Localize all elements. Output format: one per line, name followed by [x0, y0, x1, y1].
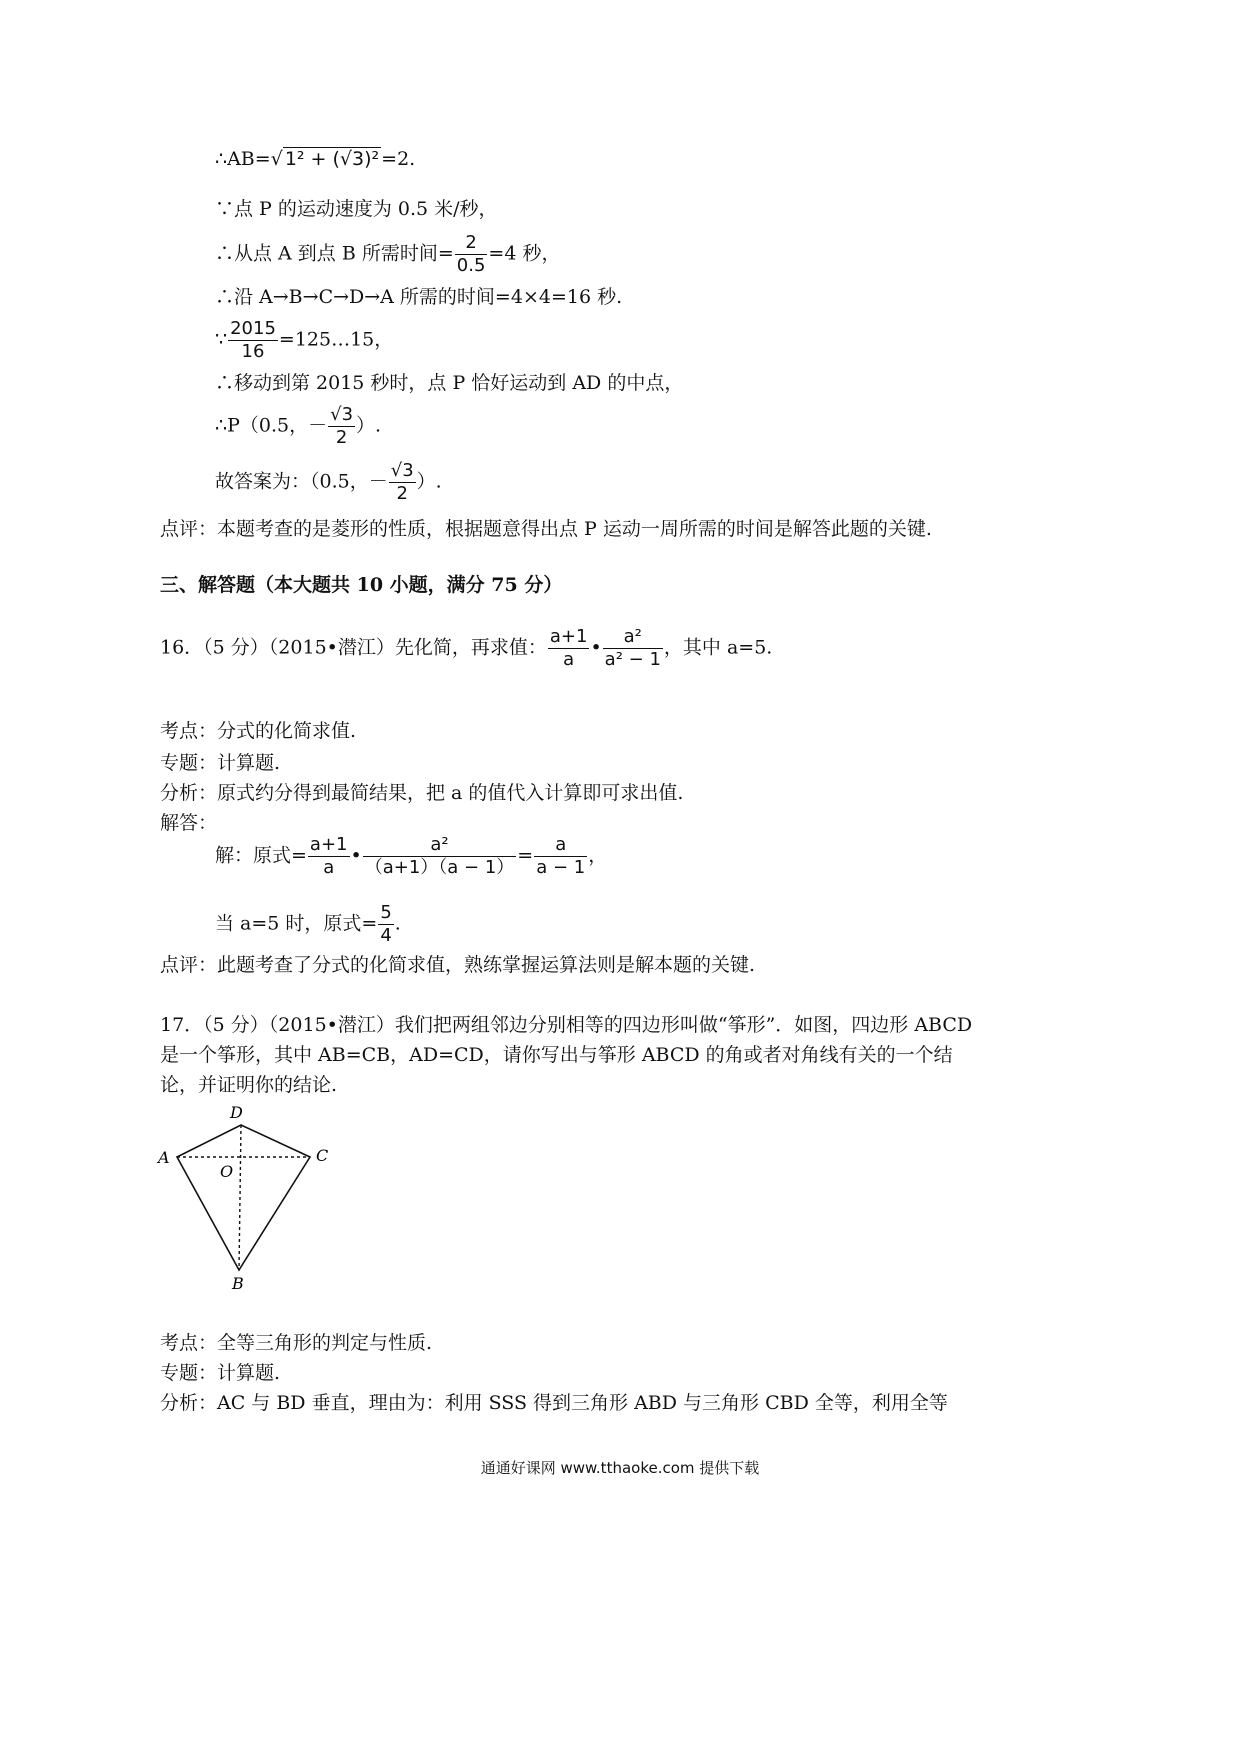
kaodian-17: 考点：全等三角形的判定与性质. [160, 1332, 433, 1354]
fraction: $\frac{2015}{16}$ [230, 318, 276, 362]
line-division: ∵ $\frac{2015}{16}$ =125…15， [215, 318, 394, 362]
sqrt-expression: √ 1² + (√3)² [270, 148, 380, 170]
line-ab-length: ∴AB=√ 1² + (√3)² =2. [215, 148, 416, 170]
question-17-stem-3: 论，并证明你的结论. [160, 1074, 338, 1096]
fenxi-17: 分析：AC 与 BD 垂直，理由为：利用 SSS 得到三角形 ABD 与三角形 CBD 全等，利用全等 [160, 1392, 948, 1414]
zhuanti-17: 专题：计算题. [160, 1362, 281, 1384]
question-17-stem-2: 是一个筝形，其中 AB=CB，AD=CD，请你写出与筝形 ABCD 的角或者对角线有关的一个结 [160, 1044, 953, 1066]
review-15: 点评：本题考查的是菱形的性质，根据题意得出点 P 运动一周所需的时间是解答此题的关键. [160, 518, 932, 540]
line-total-time: ∴沿 A→B→C→D→A 所需的时间=4×4=16 秒. [215, 286, 623, 308]
fraction: $\frac{5}{4}$ [380, 902, 392, 946]
fraction: $\frac{a+1}{a}$ [309, 834, 348, 878]
jieda-16-label: 解答： [160, 812, 218, 834]
section-heading: 三、解答题（本大题共 10 小题，满分 75 分） [160, 574, 563, 596]
diagonal-bd [239, 1125, 241, 1270]
fenxi-16: 分析：原式约分得到最简结果，把 a 的值代入计算即可求出值. [160, 782, 684, 804]
zhuanti-16: 专题：计算题. [160, 752, 281, 774]
fraction: $\frac{2}{0.5}$ [456, 232, 486, 276]
line-speed: ∵点 P 的运动速度为 0.5 米/秒， [215, 198, 498, 220]
solution-16-line2: 当 a=5 时，原式= $\frac{5}{4}$ . [215, 902, 401, 946]
line-time-ab: ∴从点 A 到点 B 所需时间= $\frac{2}{0.5}$ =4 秒， [215, 232, 561, 276]
review-16: 点评：此题考查了分式的化简求值，熟练掌握运算法则是解本题的关键. [160, 954, 756, 976]
fraction: $\frac{a}{a - 1}$ [536, 834, 586, 878]
fraction: $\frac{\text{a²}}{\text{a² − 1}}$ [604, 626, 661, 670]
kaodian-16: 考点：分式的化简求值. [160, 720, 357, 742]
fraction: $\frac{\text{a²}}{(a+1)(a - 1)}$ [364, 834, 515, 878]
fraction: $\frac{a+1}{a}$ [549, 626, 588, 670]
label-o: O [220, 1162, 234, 1181]
label-c: C [316, 1146, 329, 1165]
label-b: B [232, 1274, 244, 1293]
line-answer: 故答案为：（0.5，－ $\frac{√3}{2}$ ）. [215, 460, 442, 504]
fraction: $\frac{√3}{2}$ [390, 460, 414, 504]
question-16-stem: 16．（5 分）（2015•潜江）先化简，再求值： $\frac{a+1}{a}$ • $\frac{\text{a²}}{\text{a² − 1}}$ ，其中 a=5. [160, 626, 773, 670]
solution-16-line1: 解：原式= $\frac{a+1}{a}$ • $\frac{\text{a²}}{(a+1)(a - 1)}$ = $\frac{a}{a - 1}$ ， [215, 834, 608, 878]
line-p-coord: ∴P（0.5，－ $\frac{√3}{2}$ ）. [215, 404, 382, 448]
kite-diagram [150, 1095, 350, 1295]
line-midpoint: ∴移动到第 2015 秒时，点 P 恰好运动到 AD 的中点， [215, 372, 684, 394]
kite-outline [177, 1125, 310, 1270]
fraction: $\frac{√3}{2}$ [330, 404, 354, 448]
label-a: A [158, 1148, 170, 1167]
label-d: D [230, 1103, 243, 1122]
question-17-stem-1: 17．（5 分）（2015•潜江）我们把两组邻边分别相等的四边形叫做“筝形”．如图，四边形 ABCD [160, 1014, 973, 1036]
page-footer: 通通好课网 www.tthaoke.com 提供下载 [480, 1459, 760, 1477]
